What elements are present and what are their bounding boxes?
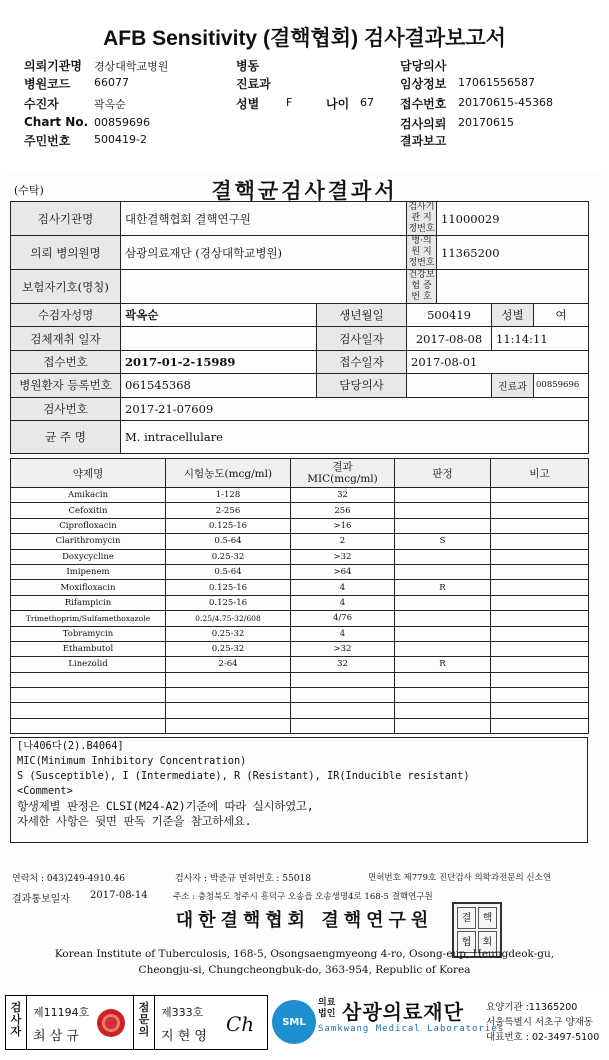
header-mic: [291, 459, 395, 488]
seal-char: 결: [457, 907, 476, 929]
examiner-vertical-label: 검사자: [10, 1001, 22, 1038]
drug-row: [11, 641, 589, 656]
header-interp: 판정: [395, 459, 491, 488]
footer-contact: 연락처 : 043)249-4910.46: [12, 874, 125, 884]
logo-corp-line1: 의료: [318, 998, 336, 1008]
drug-row: [11, 703, 589, 718]
drug-cell-remark: [491, 503, 589, 518]
drug-cell-interp: [395, 564, 491, 579]
value-dept: 00859696: [534, 374, 589, 397]
institute-name-kr: 대한결핵협회 결핵연구원: [175, 910, 434, 931]
drug-cell-remark: [491, 641, 589, 656]
drug-cell-mic: >32: [291, 549, 395, 564]
lab-name: 삼광의료재단: [342, 1000, 464, 1024]
note-comment-2: 자세한 사항은 뒷면 판독 기준을 참고하세요.: [17, 814, 252, 828]
drug-row: [11, 503, 589, 518]
drug-cell-conc: 0.125-16: [166, 580, 291, 595]
drug-cell-interp: [395, 549, 491, 564]
drug-cell-drug: Linezolid: [11, 657, 166, 672]
logo-corp-line2: 법인: [318, 1009, 336, 1019]
value-sex: 여: [534, 304, 589, 327]
footer-examiner: 검사자 : 박준규 면허번호 : 55018: [175, 874, 311, 884]
header-value-age: 67: [360, 96, 374, 109]
drug-cell-mic: 32: [291, 657, 395, 672]
drug-cell-remark: [491, 718, 589, 733]
drug-cell-remark: [491, 580, 589, 595]
drug-cell-interp: [395, 626, 491, 641]
drug-cell-conc: 0.125-16: [166, 595, 291, 610]
drug-row: [11, 488, 589, 503]
specialist-signature: Ch: [226, 1012, 255, 1036]
drug-cell-remark: [491, 488, 589, 503]
label-hospital: 의뢰 병의원명: [11, 236, 121, 270]
specialist-license-no: 제333호: [161, 1006, 204, 1019]
drug-cell-mic: >32: [291, 641, 395, 656]
drug-cell-remark: [491, 657, 589, 672]
note-comment-title: <Comment>: [17, 785, 73, 797]
label-designation: 검사기관 지정번호: [408, 202, 435, 234]
drug-cell-remark: [491, 534, 589, 549]
drug-cell-interp: [395, 595, 491, 610]
value-designation: 11000029: [437, 202, 589, 236]
seal-char: 핵: [478, 907, 497, 929]
drug-cell-conc: 0.25-32: [166, 549, 291, 564]
drug-cell-drug: [11, 672, 166, 687]
logo-corp-label: [318, 998, 335, 1020]
header-label-ward: 병동: [236, 59, 260, 73]
drug-cell-drug: [11, 703, 166, 718]
drug-cell-mic: >16: [291, 518, 395, 533]
drug-row: [11, 672, 589, 687]
drug-cell-mic: 4/76: [291, 611, 395, 626]
note-code: [나406다(2).B4064]: [17, 740, 124, 752]
lab-name-en: Samkwang Medical Laboratories: [318, 1024, 505, 1034]
header-value-clinical: 17061556587: [458, 76, 535, 89]
drug-cell-remark: [491, 564, 589, 579]
drug-row: [11, 595, 589, 610]
value-receipt-no: 2017-01-2-15989: [121, 350, 317, 373]
header-mic-line2: MIC(mcg/ml): [307, 473, 378, 485]
lab-address: 서울특별시 서초구 양재동: [486, 1017, 593, 1028]
drug-cell-drug: Amikacin: [11, 488, 166, 503]
drug-cell-conc: 2-256: [166, 503, 291, 518]
specialist-name: 지 현 영: [161, 1029, 207, 1044]
value-test-date: 2017-08-08: [407, 327, 492, 350]
drug-cell-interp: [395, 672, 491, 687]
footer-report-date: 2017-08-14: [90, 890, 148, 901]
header-label-hospital-code: 병원코드: [24, 77, 71, 91]
note-legend: S (Susceptible), I (Intermediate), R (Resistant), IR(Inducible resistant): [17, 770, 470, 782]
footer-report-label: 결과통보일자: [12, 894, 70, 905]
drug-cell-mic: [291, 688, 395, 703]
drug-cell-drug: Doxycycline: [11, 549, 166, 564]
drug-row: [11, 657, 589, 672]
drug-cell-interp: [395, 518, 491, 533]
drug-row: [11, 611, 589, 626]
examiner-name: 최 삼 규: [33, 1029, 79, 1044]
drug-cell-mic: >64: [291, 564, 395, 579]
drug-row: [11, 688, 589, 703]
institute-address-en-2: Cheongju-si, Chungcheongbuk-do, 363-954, Republic of Korea: [138, 964, 471, 976]
drug-cell-mic: 32: [291, 488, 395, 503]
drug-cell-mic: [291, 672, 395, 687]
value-test-time: 11:14:11: [492, 327, 589, 350]
header-label-request: 검사의뢰: [400, 117, 447, 131]
label-sex: 성별: [492, 304, 534, 327]
report-title: AFB Sensitivity (결핵협회) 검사결과보고서: [103, 27, 506, 50]
drug-cell-conc: 0.5-64: [166, 534, 291, 549]
drug-cell-conc: 0.25-32: [166, 626, 291, 641]
lab-phone: 대표번호 : 02-3497-5100: [486, 1032, 600, 1043]
value-health: [437, 270, 589, 304]
header-value-institution: 경상대학교병원: [94, 60, 169, 73]
drug-cell-drug: Rifampicin: [11, 595, 166, 610]
drug-cell-mic: 2: [291, 534, 395, 549]
label-recollect: 검체재취 일자: [11, 327, 121, 350]
value-name: 곽옥순: [121, 304, 317, 327]
header-remark: 비고: [491, 459, 589, 488]
consignment-label: (수탁): [14, 184, 44, 197]
label-patient-reg: 병원환자 등록번호: [11, 374, 121, 397]
seal-char: 회: [478, 931, 497, 953]
header-label-chart: Chart No.: [24, 115, 89, 129]
value-patient-reg: 061545368: [121, 374, 317, 397]
drug-cell-interp: [395, 688, 491, 703]
drug-cell-drug: Clarithromycin: [11, 534, 166, 549]
header-value-patient: 곽옥순: [94, 98, 126, 111]
drug-cell-mic: [291, 718, 395, 733]
drug-cell-mic: 4: [291, 580, 395, 595]
drug-cell-drug: Ethambutol: [11, 641, 166, 656]
header-value-request: 20170615: [458, 116, 514, 129]
footer-license: 면허번호 제779호 진단검사 의학과전문의 신소연: [368, 873, 552, 883]
value-receipt-date: 2017-08-01: [407, 350, 589, 373]
drug-cell-interp: [395, 611, 491, 626]
label-test-date: 검사일자: [317, 327, 407, 350]
drug-cell-interp: R: [395, 657, 491, 672]
label-name: 수검자성명: [11, 304, 121, 327]
value-institution: 대한결핵협회 결핵연구원: [121, 202, 407, 236]
value-test-no: 2017-21-07609: [121, 397, 589, 420]
drug-cell-remark: [491, 549, 589, 564]
drug-cell-drug: Cefoxitin: [11, 503, 166, 518]
drug-cell-mic: 256: [291, 503, 395, 518]
examiner-license-no: 제11194호: [33, 1006, 90, 1019]
drug-cell-remark: [491, 595, 589, 610]
drug-cell-drug: Imipenem: [11, 564, 166, 579]
header-label-id: 주민번호: [24, 134, 71, 148]
patient-info-table: [10, 201, 589, 454]
header-mic-line1: 결과: [332, 461, 353, 473]
note-mic: MIC(Minimum Inhibitory Concentration): [17, 755, 247, 767]
label-dept: 진료과: [492, 374, 534, 397]
header-value-receipt: 20170615-45368: [458, 96, 553, 109]
label-receipt-no: 접수번호: [11, 350, 121, 373]
drug-row: [11, 626, 589, 641]
value-doctor: [407, 374, 492, 397]
label-hospital-no: 병·의원 지정번호: [408, 236, 435, 268]
label-receipt-date: 접수일자: [317, 350, 407, 373]
drug-cell-drug: [11, 718, 166, 733]
header-value-id: 500419-2: [94, 133, 147, 146]
header-label-institution: 의뢰기관명: [24, 59, 82, 73]
value-insurance: [121, 270, 407, 304]
sml-logo-icon: SML: [272, 1000, 316, 1044]
value-hospital-no: 11365200: [437, 236, 589, 270]
header-value-chart: 00859696: [94, 116, 150, 129]
header-label-report: 결과보고: [400, 134, 447, 148]
drug-cell-remark: [491, 611, 589, 626]
drug-row: [11, 549, 589, 564]
footer-address: 주소 : 충청북도 청주시 흥덕구 오송읍 오송생명4로 168-5 결핵연구원: [173, 892, 433, 902]
value-hospital: 삼광의료재단 (경상대학교병원): [121, 236, 407, 270]
drug-cell-mic: [291, 703, 395, 718]
drug-cell-drug: Moxifloxacin: [11, 580, 166, 595]
label-institution: 검사기관명: [11, 202, 121, 236]
notes-box: [10, 737, 588, 843]
label-test-no: 검사번호: [11, 397, 121, 420]
drug-cell-conc: 0.125-16: [166, 518, 291, 533]
examiner-seal-icon: [97, 1009, 125, 1037]
header-drug: 약제명: [11, 459, 166, 488]
drug-cell-conc: 2-64: [166, 657, 291, 672]
header-label-dept: 진료과: [236, 77, 271, 91]
drug-cell-remark: [491, 688, 589, 703]
susceptibility-rows: [11, 488, 589, 734]
drug-cell-remark: [491, 626, 589, 641]
note-comment-1: 항생제별 판정은 CLSI(M24-A2)기준에 따라 실시하였고,: [17, 799, 314, 813]
drug-row: [11, 580, 589, 595]
drug-cell-conc: 1-128: [166, 488, 291, 503]
value-organism: M. intracellulare: [121, 420, 589, 453]
label-birth: 생년월일: [317, 304, 407, 327]
header-value-hospital-code: 66077: [94, 76, 129, 89]
label-insurance: 보험자기호(명칭): [11, 270, 121, 304]
label-doctor: 담당의사: [317, 374, 407, 397]
drug-cell-drug: Tobramycin: [11, 626, 166, 641]
drug-cell-conc: [166, 672, 291, 687]
institute-address-en-1: Korean Institute of Tuberculosis, 168-5, Osongsaengmyeong 4-ro, Osong-eup, Heungdeok-gu,: [54, 948, 555, 960]
value-recollect: [121, 327, 317, 350]
drug-cell-interp: R: [395, 580, 491, 595]
header-label-age: 나이: [326, 97, 350, 111]
header-value-sex: F: [286, 96, 293, 109]
drug-cell-conc: [166, 718, 291, 733]
header-conc: 시험농도(mcg/ml): [166, 459, 291, 488]
drug-cell-mic: 4: [291, 626, 395, 641]
document-title: 결핵균검사결과서: [211, 178, 398, 203]
drug-cell-drug: Trimethoprim/Sulfamethoxazole: [11, 611, 166, 626]
susceptibility-table: [10, 458, 589, 734]
drug-cell-conc: [166, 688, 291, 703]
drug-cell-remark: [491, 703, 589, 718]
drug-cell-remark: [491, 518, 589, 533]
drug-cell-drug: Ciprofloxacin: [11, 518, 166, 533]
drug-cell-drug: [11, 688, 166, 703]
drug-cell-interp: S: [395, 534, 491, 549]
drug-cell-interp: [395, 718, 491, 733]
drug-row: [11, 534, 589, 549]
header-label-sex: 성별: [236, 97, 260, 111]
drug-row: [11, 518, 589, 533]
drug-cell-interp: [395, 488, 491, 503]
drug-cell-remark: [491, 672, 589, 687]
drug-cell-interp: [395, 503, 491, 518]
header-label-receipt: 접수번호: [400, 97, 447, 111]
seal-char: 협: [457, 931, 476, 953]
drug-cell-conc: 0.25-32: [166, 641, 291, 656]
drug-cell-conc: [166, 703, 291, 718]
value-birth: 500419: [407, 304, 492, 327]
lab-code: 요양기관 :11365200: [486, 1002, 578, 1013]
drug-row: [11, 718, 589, 733]
label-health: 건강보험 증 번 호: [408, 270, 435, 302]
drug-row: [11, 564, 589, 579]
header-label-doctor: 담당의사: [400, 59, 447, 73]
drug-cell-mic: 4: [291, 595, 395, 610]
label-organism: 균 주 명: [11, 420, 121, 453]
specialist-vertical-label: 점문의: [138, 1001, 150, 1038]
drug-cell-interp: [395, 703, 491, 718]
drug-cell-interp: [395, 641, 491, 656]
header-label-patient: 수진자: [24, 97, 59, 111]
drug-cell-conc: 0.5-64: [166, 564, 291, 579]
drug-cell-conc: 0.25/4.75-32/608: [166, 611, 291, 626]
header-label-clinical: 임상정보: [400, 77, 447, 91]
